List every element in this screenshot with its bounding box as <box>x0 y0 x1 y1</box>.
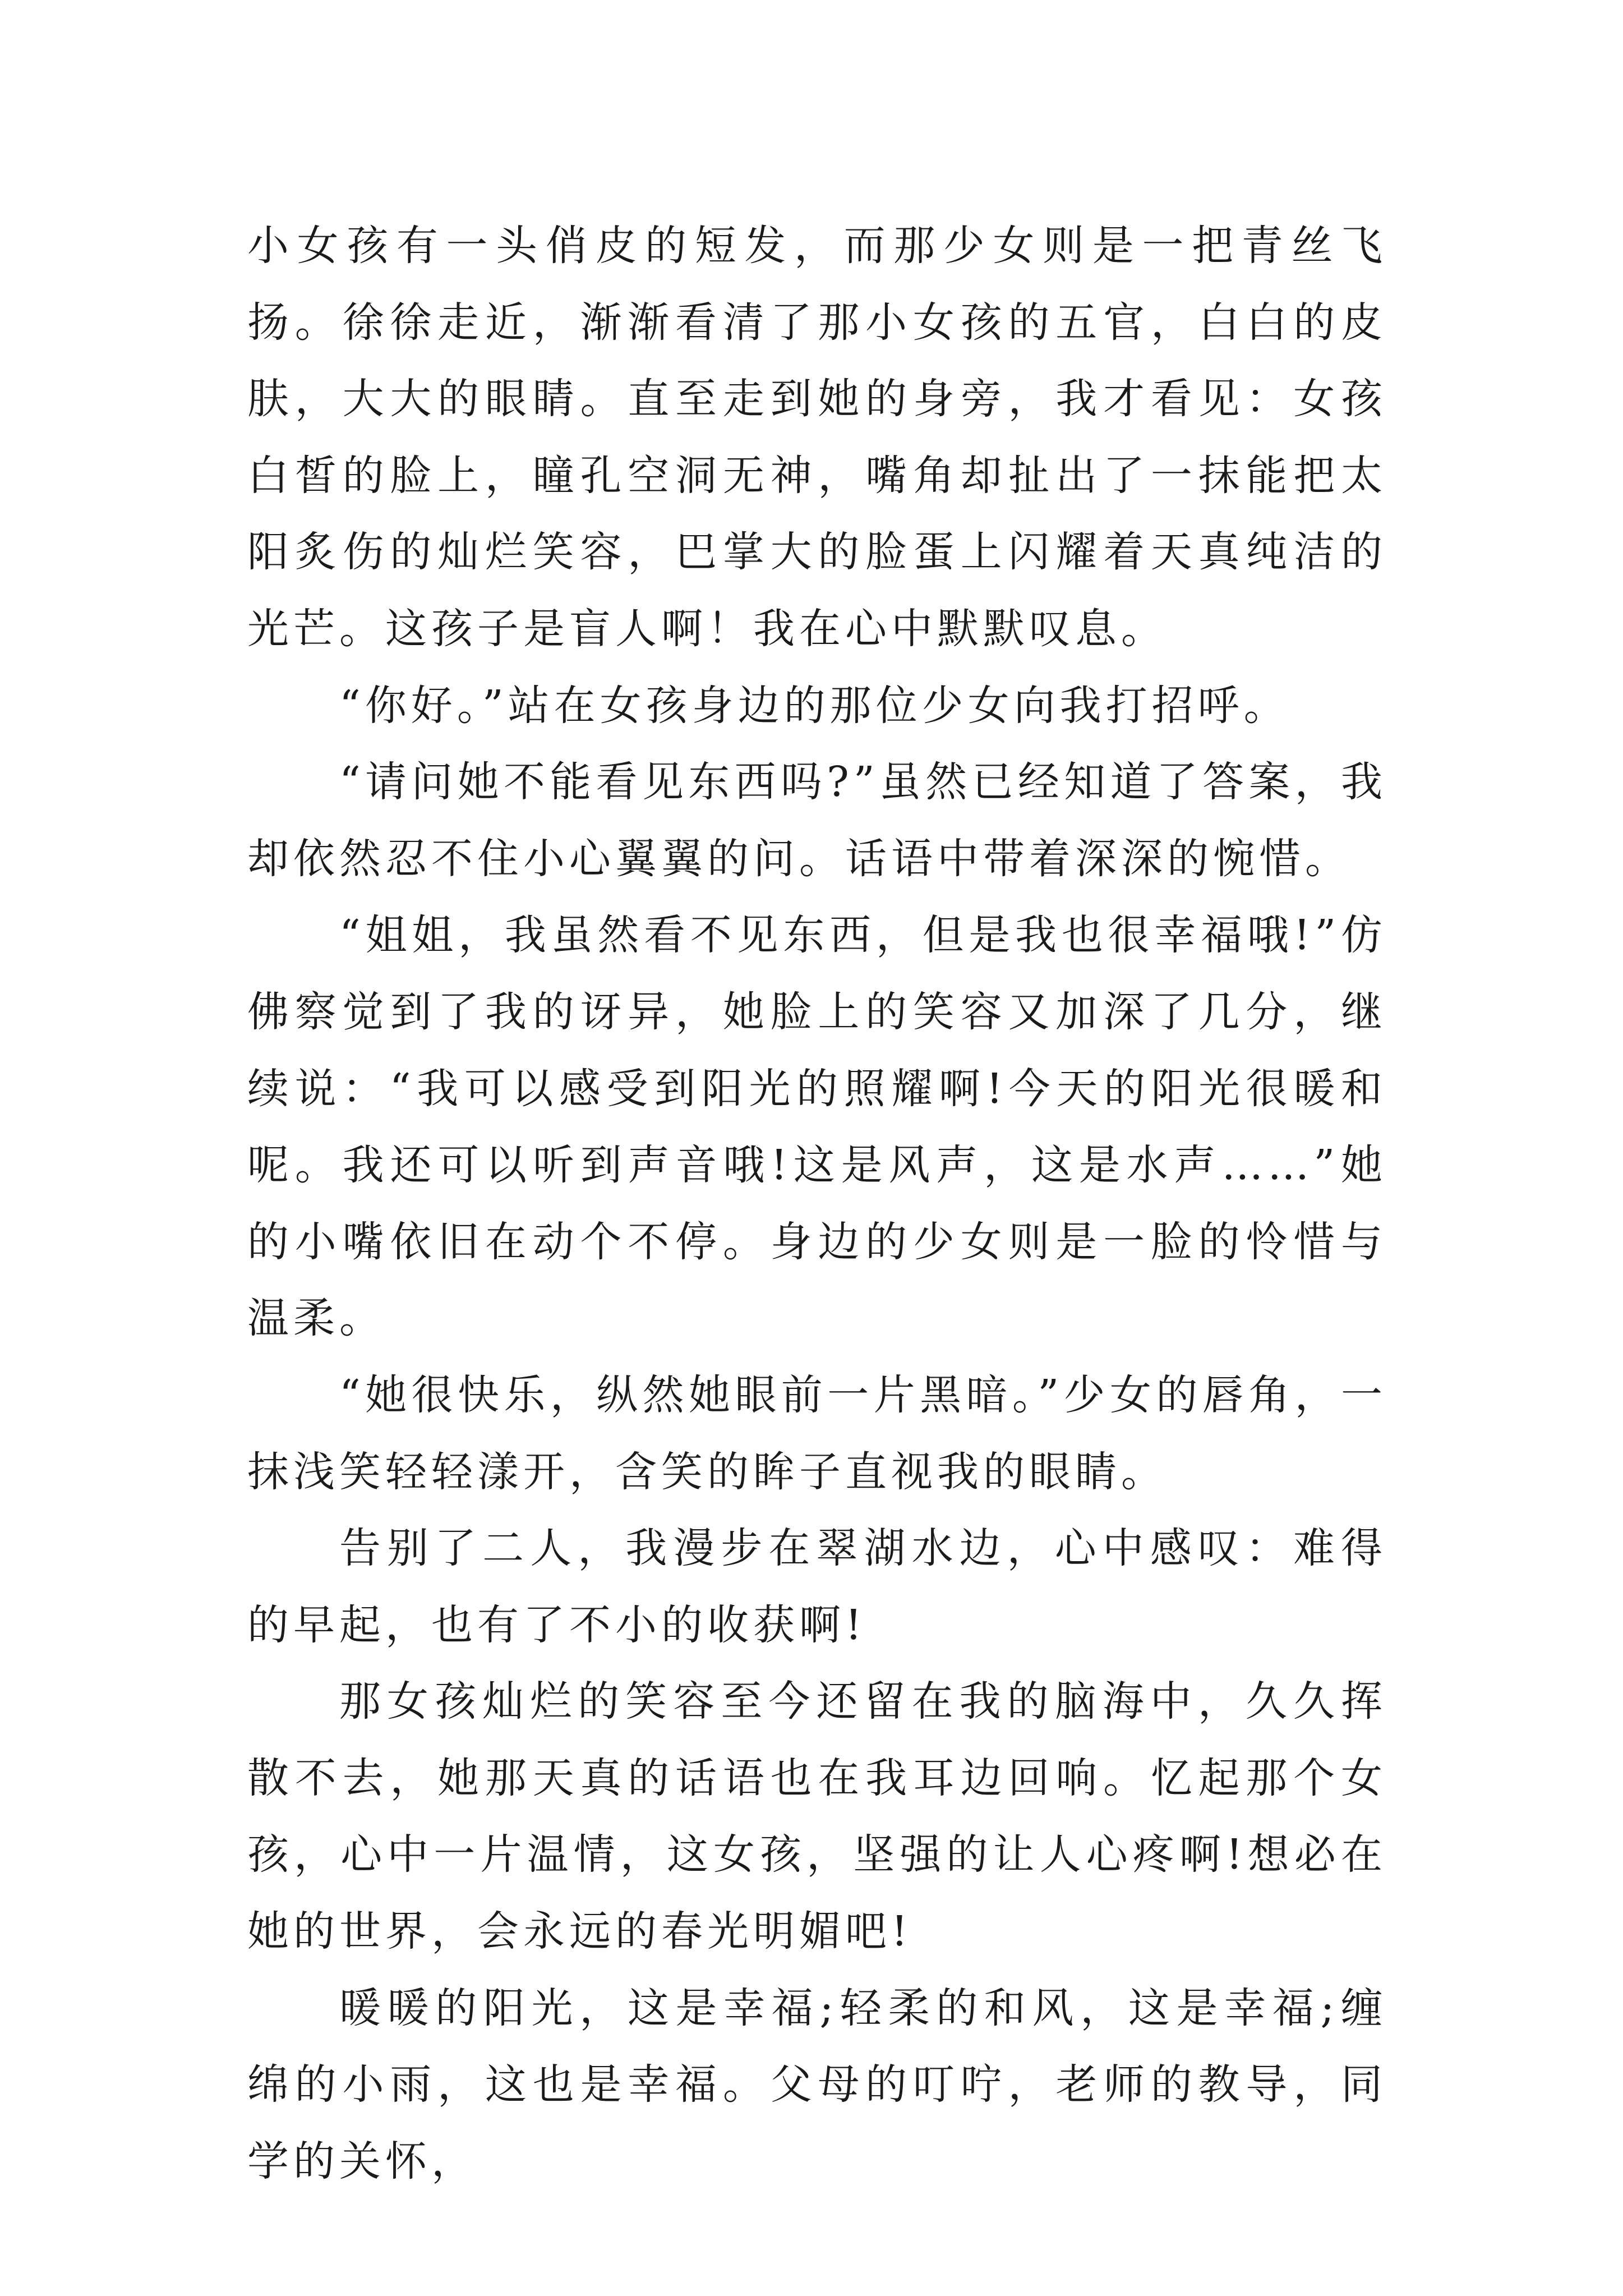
paragraph-8: 暖暖的阳光，这是幸福;轻柔的和风，这是幸福;缠绵的小雨，这也是幸福。父母的叮咛，老师的教导，同学的关怀， <box>247 1984 1387 2185</box>
paragraph-6: 告别了二人，我漫步在翠湖水边，心中感叹：难得的早起，也有了不小的收获啊! <box>247 1524 1387 1649</box>
paragraph-3: “请问她不能看见东西吗?”虽然已经知道了答案，我却依然忍不住小心翼翼的问。话语中带着深深的惋惜。 <box>247 758 1387 883</box>
body-text <box>247 208 1387 2200</box>
paragraph-2: “你好。”站在女孩身边的那位少女向我打招呼。 <box>339 681 1290 730</box>
paragraph-5: “她很快乐，纵然她眼前一片黑暗。”少女的唇角，一抹浅笑轻轻漾开，含笑的眸子直视我的眼睛。 <box>247 1370 1387 1496</box>
paragraph-1: 小女孩有一头俏皮的短发，而那少女则是一把青丝飞扬。徐徐走近，渐渐看清了那小女孩的五官，白白的皮肤，大大的眼睛。直至走到她的身旁，我才看见：女孩白皙的脸上，瞳孔空洞无神，嘴角却扯出了一抹能把太阳炙伤的灿烂笑容，巴掌大的脸蛋上闪耀着天真纯洁的光芒。这孩子是盲人啊！我在心中默默叹息。 <box>247 222 1387 653</box>
paragraph-7: 那女孩灿烂的笑容至今还留在我的脑海中，久久挥散不去，她那天真的话语也在我耳边回响。忆起那个女孩，心中一片温情，这女孩，坚强的让人心疼啊!想必在她的世界，会永远的春光明媚吧! <box>247 1677 1387 1956</box>
paragraph-4: “姐姐，我虽然看不见东西，但是我也很幸福哦!”仿佛察觉到了我的讶异，她脸上的笑容又加深了几分，继续说：“我可以感受到阳光的照耀啊!今天的阳光很暖和呢。我还可以听到声音哦!这是风声，这是水声……”她的小嘴依旧在动个不停。身边的少女则是一脸的怜惜与温柔。 <box>247 911 1387 1343</box>
